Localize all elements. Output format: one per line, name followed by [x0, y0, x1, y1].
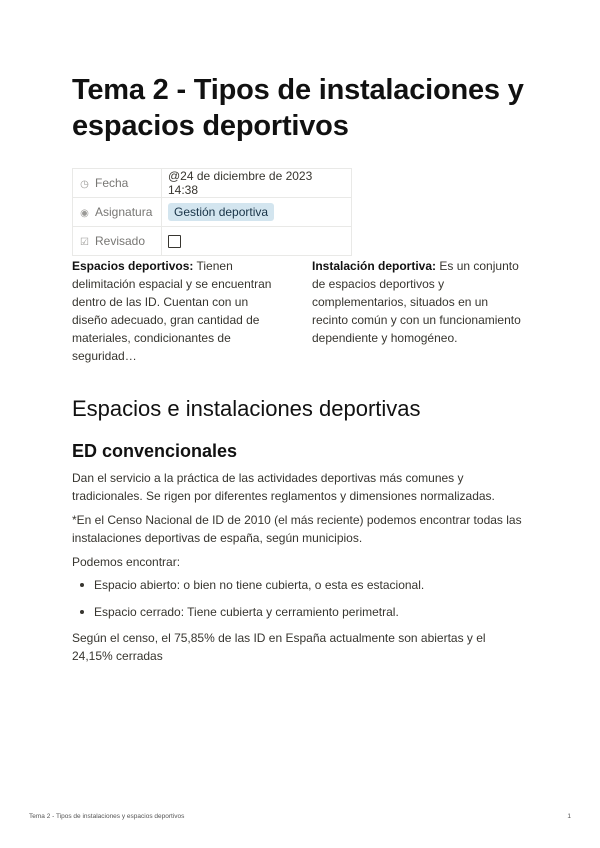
subject-tag[interactable]: Gestión deportiva	[168, 203, 274, 221]
property-key: Fecha	[95, 176, 129, 190]
page-number: 1	[567, 813, 571, 820]
definition-text: Tienen delimitación espacial y se encuentran dentro de las ID. Cuentan con un diseño adecuado, gran cantidad de materiales, condicionantes de seguridad…	[72, 259, 272, 363]
definition-text: Es un conjunto de espacios deportivos y complementarios, situados en un recinto común y con un funcionamiento dependiente y homogéneo.	[312, 259, 521, 345]
target-icon: ◉	[80, 208, 89, 219]
paragraph: Dan el servicio a la práctica de las actividades deportivas más comunes y tradicionales. Se rigen por diferentes reglamentos y dimensiones normalizadas.	[72, 471, 495, 503]
property-value-date[interactable]: @24 de diciembre de 2023 14:38	[162, 169, 352, 198]
property-row-asignatura	[73, 198, 352, 227]
definition-term: Espacios deportivos:	[72, 259, 194, 273]
paragraph: Podemos encontrar:	[72, 555, 181, 569]
property-key: Revisado	[95, 234, 146, 248]
column-right	[312, 257, 524, 347]
page-title: Tema 2 - Tipos de instalaciones y espacios deportivos	[72, 74, 524, 142]
checkbox-icon: ☑	[80, 237, 89, 248]
paragraph: Según el censo, el 75,85% de las ID en España actualmente son abiertas y el 24,15% cerradas	[72, 631, 486, 663]
property-row-revisado	[73, 227, 352, 256]
property-row-fecha	[73, 169, 352, 198]
definition-term: Instalación deportiva:	[312, 259, 437, 273]
property-key: Asignatura	[95, 205, 153, 219]
footer-title: Tema 2 - Tipos de instalaciones y espacios deportivos	[29, 813, 185, 820]
column-left	[72, 257, 284, 365]
section-heading: Espacios e instalaciones deportivas	[72, 396, 421, 421]
list-item: Espacio abierto: o bien no tiene cubierta, o esta es estacional.	[72, 576, 424, 594]
list-item: Espacio cerrado: Tiene cubierta y cerramiento perimetral.	[72, 603, 424, 621]
paragraph: *En el Censo Nacional de ID de 2010 (el más reciente) podemos encontrar todas las instalaciones deportivas de españa, según municipios.	[72, 513, 522, 545]
bullet-list	[72, 576, 424, 630]
properties-table	[72, 168, 352, 256]
clock-icon: ◷	[80, 179, 89, 190]
sub-heading: ED convencionales	[72, 441, 238, 461]
page-footer	[29, 813, 571, 820]
reviewed-checkbox[interactable]	[168, 235, 181, 248]
